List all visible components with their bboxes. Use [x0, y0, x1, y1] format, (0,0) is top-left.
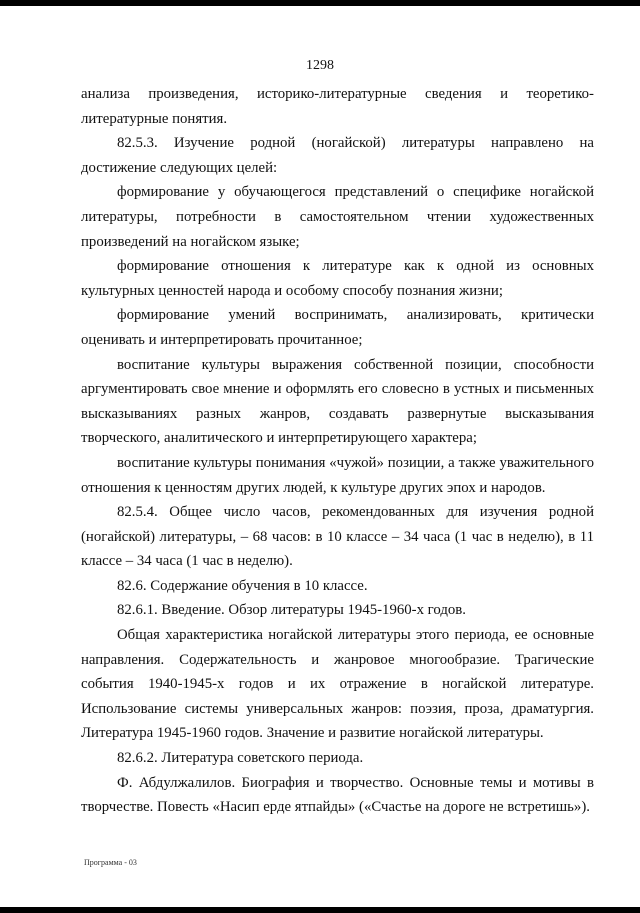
section-heading-introduction: 82.6.1. Введение. Обзор литературы 1945-1960-х годов.	[117, 602, 466, 619]
paragraph-goals-intro: 82.5.3. Изучение родной (ногайской) литературы направлено на достижение следующих целей:	[81, 135, 594, 176]
section-heading-content: 82.6. Содержание обучения в 10 классе.	[117, 577, 368, 594]
document-body	[81, 82, 594, 820]
footer-label: Программа - 03	[84, 858, 137, 867]
section-heading-soviet-literature: 82.6.2. Литература советского периода.	[117, 750, 364, 767]
paragraph-goal-2: формирование отношения к литературе как к одной из основных культурных ценностей народа и особому способу познания жизни;	[81, 258, 594, 299]
scan-border-bottom	[0, 907, 640, 913]
paragraph-goal-1: формирование у обучающегося представлений о специфике ногайской литературы, потребности в самостоятельном чтении художественных произведений на ногайском языке;	[81, 184, 594, 250]
paragraph-goal-5: воспитание культуры понимания «чужой» позиции, а также уважительного отношения к ценностям других людей, к культуре других эпох и народов.	[81, 454, 594, 496]
page-number: 1298	[306, 58, 334, 73]
paragraph-goal-3: формирование умений воспринимать, анализировать, критически оценивать и интерпретировать прочитанное;	[81, 307, 594, 348]
scan-border-top	[0, 0, 640, 6]
paragraph-hours: 82.5.4. Общее число часов, рекомендованных для изучения родной (ногайской) литературы, – 68 часов: в 10 классе – 34 часа (1 час в неделю), в 11 классе – 34 часа (1 час в неделю).	[81, 504, 594, 570]
paragraph-abdulzhalilov: Ф. Абдулжалилов. Биография и творчество. Основные темы и мотивы в творчестве. Повесть «Насип ерде ятпайды» («Счастье на дороге не встретишь»).	[81, 774, 594, 816]
paragraph-goal-4: воспитание культуры выражения собственной позиции, способности аргументировать свое мнение и оформлять его словесно в устных и письменных высказываниях разных жанров, создавать развернутые высказывания творческого, аналитического и интерпретирующего характера;	[81, 356, 594, 447]
paragraph-continuation: анализа произведения, историко-литературные сведения и теоретико-литературные понятия.	[81, 86, 594, 127]
paragraph-period-overview: Общая характеристика ногайской литературы этого периода, ее основные направления. Содержательность и жанровое многообразие. Трагические события 1940-1945-х годов и их отражение в ногайской литературе. Использование системы универсальных жанров: поэзия, проза, драматургия. Литература 1945-1960 годов. Значение и развитие ногайской литературы.	[81, 627, 594, 742]
